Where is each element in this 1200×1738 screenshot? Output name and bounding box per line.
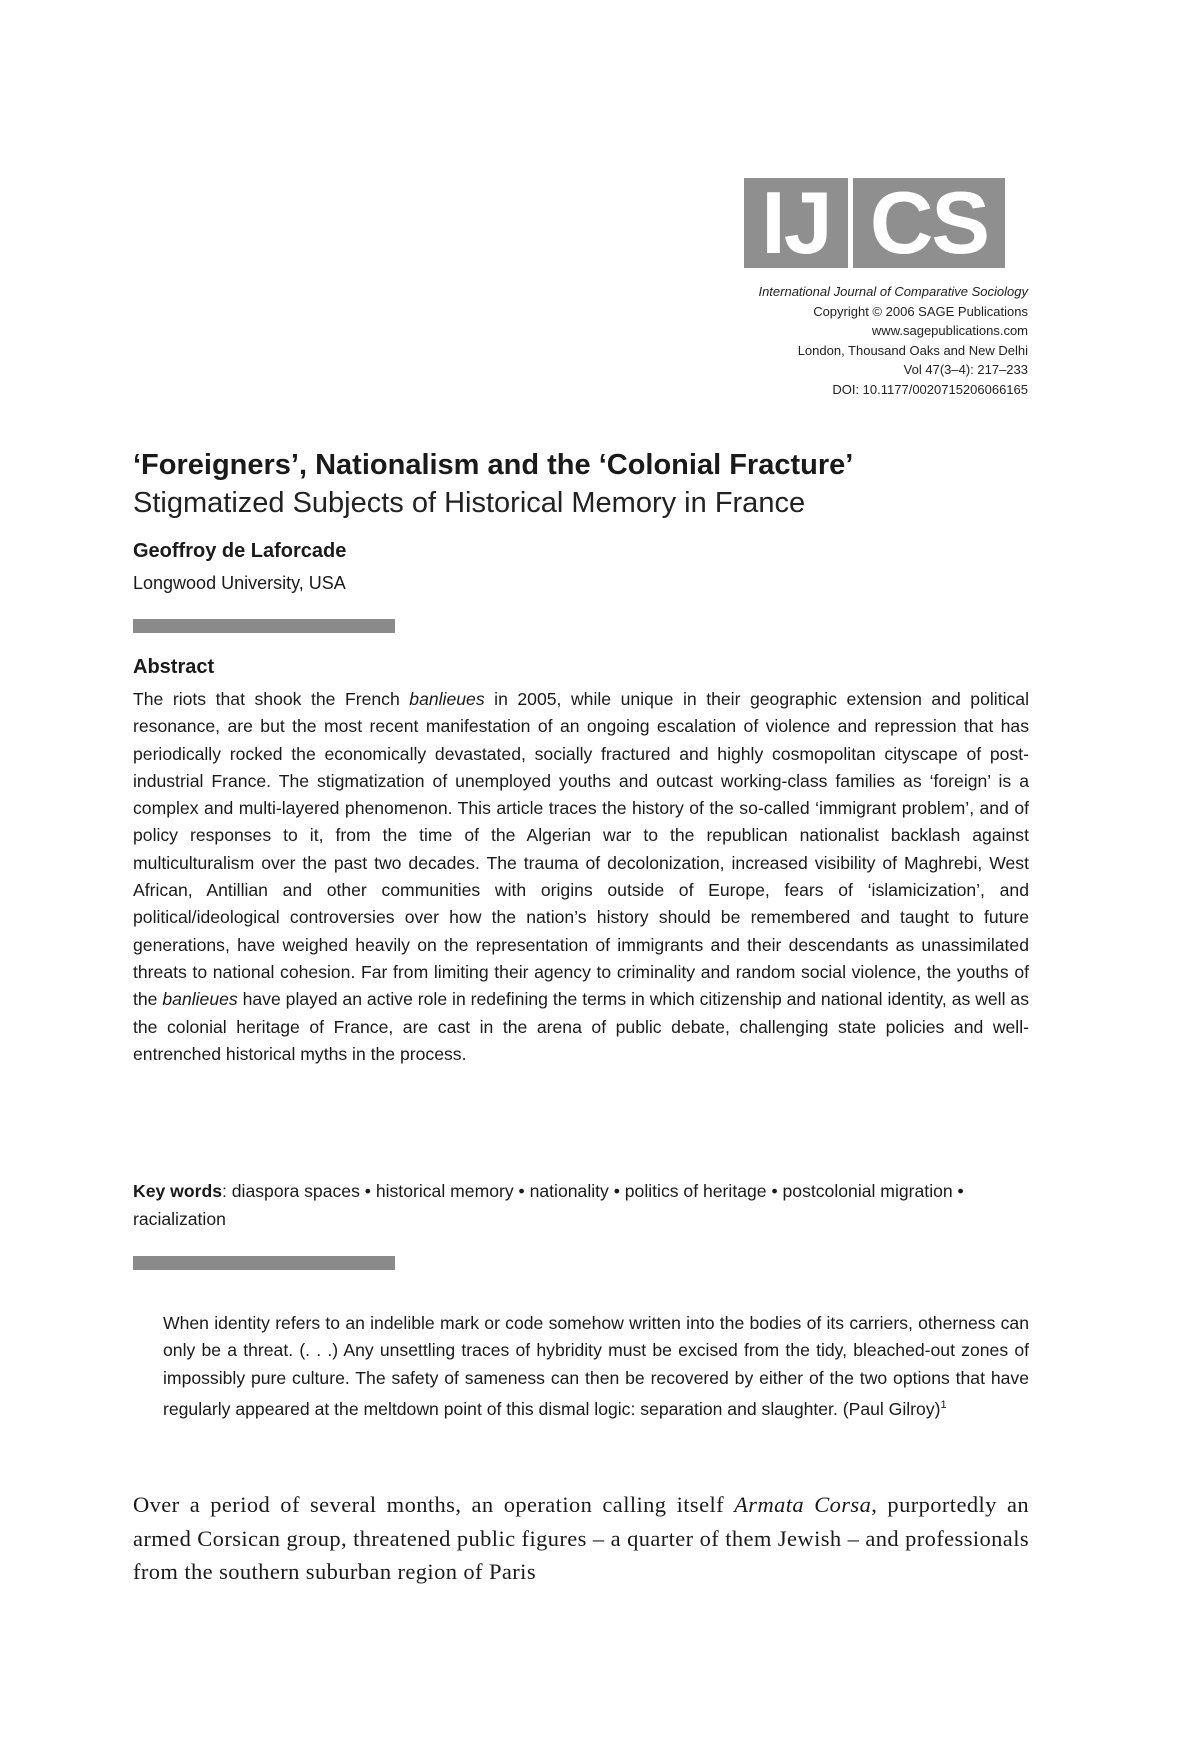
abstract-part-3: have played an active role in redefining the terms in which citizenship and national identity, as well as the colonial heritage of France, are cast in the arena of public debate, challenging state policies and well-entrenched historical myths in the process. [133,989,1029,1064]
epigraph-quote [163,1310,1029,1423]
body-part-1: Over a period of several months, an operation calling itself [133,1492,735,1517]
keywords-list: : diaspora spaces • historical memory • nationality • politics of heritage • postcolonial migration • racialization [133,1181,964,1229]
logo-ij-block: IJ [744,178,848,268]
body-paragraph [133,1488,1029,1589]
footnote-marker: 1 [940,1398,947,1411]
article-title-block [133,446,1033,522]
journal-name: International Journal of Comparative Sociology [758,284,1028,299]
publisher-locations: London, Thousand Oaks and New Delhi [797,342,1028,358]
abstract-heading: Abstract [133,656,215,678]
article-subtitle: Stigmatized Subjects of Historical Memory in France [133,487,806,519]
publisher-website: www.sagepublications.com [871,323,1028,338]
section-divider-top [133,619,395,633]
section-divider-bottom [133,1256,395,1270]
abstract-italic-banlieues-1: banlieues [409,689,485,709]
copyright-line: Copyright © 2006 SAGE Publications [813,303,1028,319]
abstract-part-1: The riots that shook the French [133,689,410,709]
logo-cs-block: CS [853,178,1005,268]
volume-info: Vol 47(3–4): 217–233 [903,362,1028,377]
body-italic-armata-corsa: Armata Corsa [734,1492,872,1517]
abstract-part-2: in 2005, while unique in their geographic extension and political resonance, are but the most recent manifestation of an ongoing escalation of violence and repression that has periodically rocked the economically devastated, socially fractured and highly cosmopolitan cityscape of post-industrial France. The stigmatization of unemployed youths and outcast working-class families as ‘foreign’ is a complex and multi-layered phenomenon. This article traces the history of the so-called ‘immigrant problem’, and of policy responses to it, from the time of the Algerian war to the republican nationalist backlash against multiculturalism over the past two decades. The trauma of decolonization, increased visibility of Maghrebi, West African, Antillian and other communities with origins outside of Europe, fears of ‘islamicization’, and political/ideological controversies over how the nation’s history should be remembered and taught to future generations, have weighed heavily on the representation of immigrants and their descendants as unassimilated threats to national cohesion. Far from limiting their agency to criminality and random social violence, the youths of the [133,689,1029,1010]
epigraph-text: When identity refers to an indelible mark or code somehow written into the bodies of its carriers, otherness can only be a threat. (. . .) Any unsettling traces of hybridity must be excised from the tidy, bleached-out zones of impossibly pure culture. The safety of sameness can then be recovered by either of the two options that have regularly appeared at the meltdown point of this dismal logic: separation and slaughter. (Paul Gilroy) [163,1313,1029,1419]
keywords [133,1177,1029,1233]
publication-info [758,282,1028,399]
author-name: Geoffroy de Laforcade [133,540,347,562]
abstract-italic-banlieues-2: banlieues [162,989,238,1010]
journal-logo [744,173,1005,272]
doi-line: DOI: 10.1177/0020715206066165 [832,381,1028,397]
author-affiliation: Longwood University, USA [133,573,346,593]
body-part-2: , purportedly an armed Corsican group, threatened public figures – a quarter of them Jewish – and professionals from the southern suburban region of Paris [133,1492,1029,1584]
keywords-label: Key words [133,1181,222,1201]
abstract-text [133,686,1029,1068]
article-title: ‘Foreigners’, Nationalism and the ‘Colonial Fracture’ [133,449,854,481]
